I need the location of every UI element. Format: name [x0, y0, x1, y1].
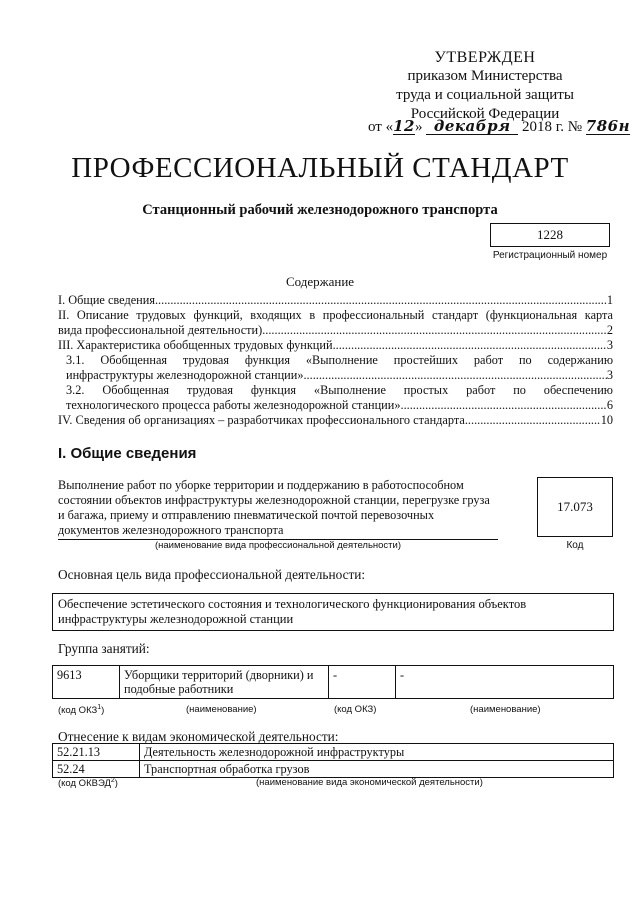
activity-name: Выполнение работ по уборке территории и поддержанию в работоспособном состоянии объектов инфраструктуры железнодорожной станции, перегрузке груза и багажа, приему и отправлению пневматической почтой перевозочных документов железнодорожного транспорта [58, 478, 498, 540]
okz-code-cell: - [329, 666, 396, 699]
registration-label: Регистрационный номер [492, 250, 608, 261]
page-title: ПРОФЕССИОНАЛЬНЫЙ СТАНДАРТ [71, 152, 569, 184]
toc-item-iv[interactable] [58, 413, 613, 428]
okved-code-caption [58, 777, 118, 789]
toc-item-3-1-line1[interactable]: 3.1. Обобщенная трудовая функция «Выполнение простейших работ по содержанию [66, 353, 613, 367]
approval-line-1: приказом Министерства [407, 68, 563, 84]
toc-page-number: 2 [606, 323, 613, 337]
okved-name-caption: (наименование вида экономической деятельности) [256, 777, 483, 788]
toc-item-3-1[interactable] [58, 368, 613, 383]
approval-title: УТВЕРЖДЕН [434, 49, 536, 66]
toc-heading: Содержание [285, 274, 355, 289]
okz-name-caption: (наименование) [186, 704, 257, 715]
order-line [368, 118, 630, 136]
occupation-group-label: Группа занятий: [58, 641, 150, 656]
okz-code-cell: 9613 [53, 666, 120, 699]
toc-item-3-2-line1[interactable]: 3.2. Обобщенная трудовая функция «Выполнение простых работ по обеспечению [66, 383, 613, 397]
toc-page-number: 1 [606, 293, 613, 307]
order-month: декабря [426, 118, 518, 135]
toc-item-ii-line1[interactable]: II. Описание трудовых функций, входящих в профессиональный стандарт (функциональная карта [58, 308, 613, 322]
okved-code-cell: 52.21.13 [53, 744, 140, 761]
okved-name-cell: Деятельность железнодорожной инфраструктуры [140, 744, 614, 761]
caption-text: (код ОКЗ [58, 705, 98, 717]
okz-name-caption: (наименование) [470, 704, 541, 715]
table-row [53, 744, 614, 761]
toc-item-iii[interactable] [58, 338, 613, 353]
order-year: 2018 г. № [521, 119, 583, 135]
toc-page-number: 10 [600, 413, 613, 427]
toc-item-label: I. Общие сведения [58, 293, 155, 307]
activity-caption: (наименование вида профессиональной деятельности) [154, 540, 402, 551]
okz-name-cell: - [396, 666, 614, 699]
footnote-mark[interactable]: 2 [110, 777, 115, 784]
toc-item-label: III. Характеристика обобщенных трудовых функций [58, 338, 333, 352]
toc-page-number: 3 [606, 338, 613, 352]
toc-item-i[interactable] [58, 293, 613, 308]
order-prefix: от « [368, 119, 394, 135]
okved-name-cell: Транспортная обработка грузов [140, 761, 614, 778]
okz-code-caption: (код ОКЗ) [334, 704, 377, 715]
footnote-mark[interactable]: 1 [97, 704, 102, 711]
toc-item-label: инфраструктуры железнодорожной станции» [66, 368, 304, 382]
okz-name-cell: Уборщики территорий (дворники) и подобные работники [120, 666, 329, 699]
caption-text: ) [101, 705, 105, 717]
page-subtitle: Станционный рабочий железнодорожного транспорта [142, 202, 498, 218]
goal-label: Основная цель вида профессиональной деятельности: [58, 567, 366, 582]
toc-item-label: IV. Сведения об организациях – разработчиках профессионального стандарта [58, 413, 465, 427]
toc-item-label: вида профессиональной деятельности) [58, 323, 263, 337]
toc-item-3-2[interactable] [58, 398, 613, 413]
toc-page-number: 6 [606, 398, 613, 412]
econ-activity-label: Отнесение к видам экономической деятельности: [58, 729, 339, 744]
table-row [53, 761, 614, 778]
activity-code: 17.073 [537, 477, 613, 537]
section-heading: I. Общие сведения [58, 445, 197, 462]
occupation-table [52, 665, 614, 699]
order-mid: » [414, 119, 423, 135]
table-row [53, 666, 614, 699]
caption-text: ) [114, 778, 118, 790]
registration-number: 1228 [490, 223, 610, 247]
table-of-contents [58, 293, 613, 428]
okz-code-caption [58, 704, 104, 716]
order-day: 12 [393, 117, 415, 135]
okved-code-cell: 52.24 [53, 761, 140, 778]
caption-text: (код ОКВЭД [58, 778, 111, 790]
approval-block [340, 48, 630, 124]
code-caption: Код [566, 540, 584, 551]
approval-line-2: труда и социальной защиты [396, 87, 574, 103]
toc-item-ii[interactable] [58, 323, 613, 338]
goal-text: Обеспечение эстетического состояния и технологического функционирования объектов инфраструктуры железнодорожной станции [52, 593, 614, 631]
econ-activity-table [52, 743, 614, 778]
toc-page-number: 3 [606, 368, 613, 382]
toc-item-label: технологического процесса работы железнодорожной станции» [66, 398, 401, 412]
order-number: 786н [585, 117, 631, 135]
approval-line-3: Российской Федерации [410, 106, 560, 122]
